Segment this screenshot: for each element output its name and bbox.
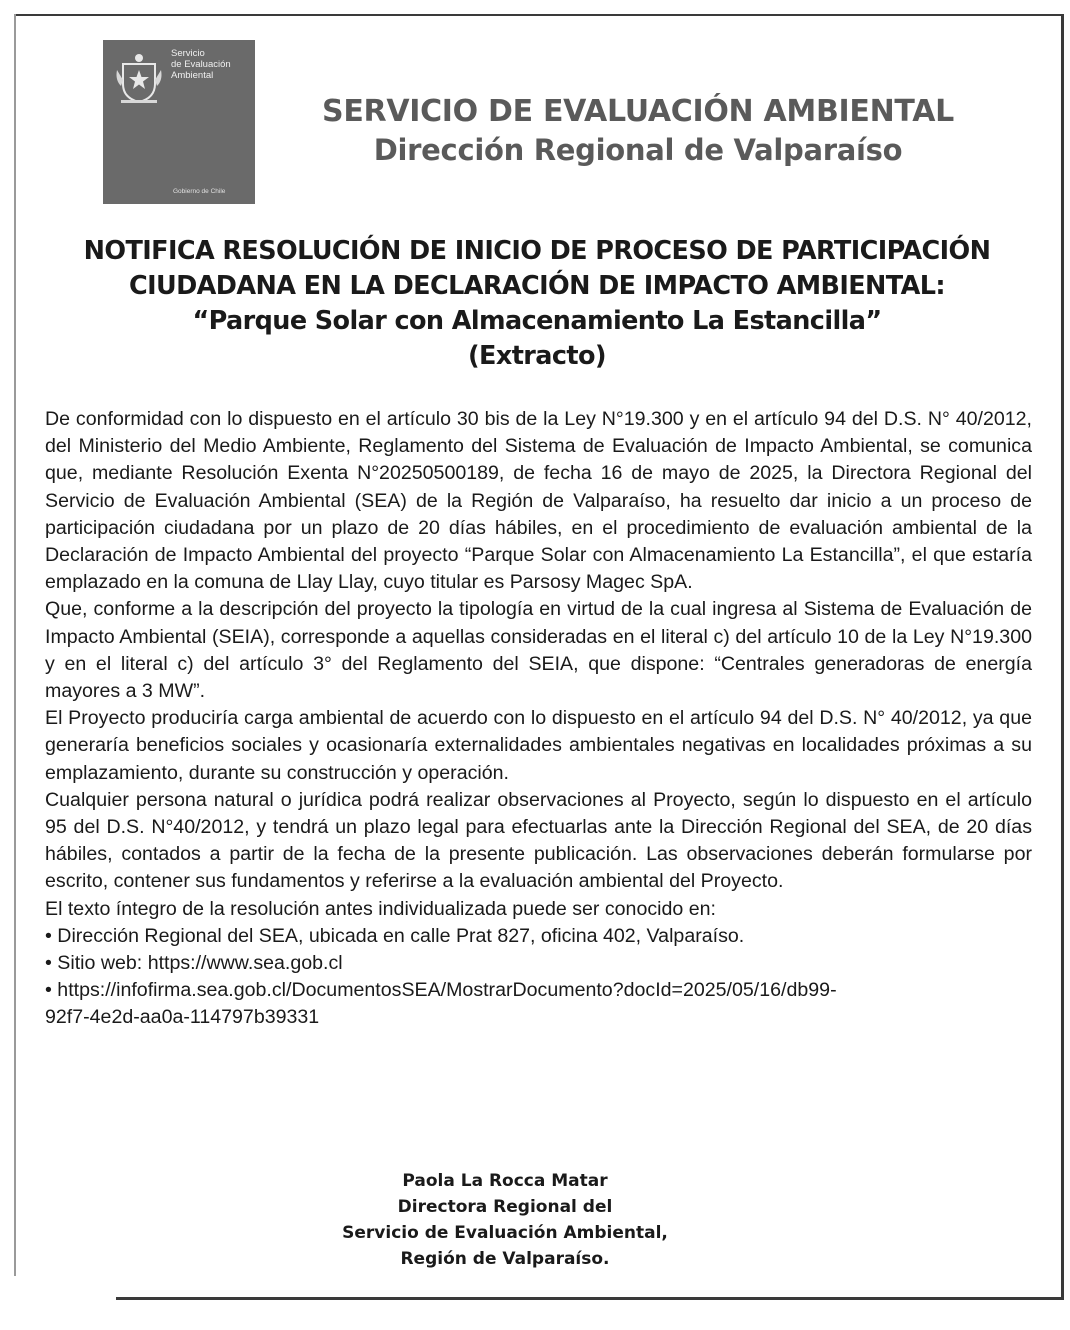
headline-project-name: “Parque Solar con Almacenamiento La Estancilla” — [192, 306, 882, 336]
signatory-organization: Servicio de Evaluación Ambiental, — [342, 1223, 668, 1243]
bullet-document-link-continued[interactable]: 92f7-4e2d-aa0a-114797b39331 — [45, 1006, 320, 1029]
logo-line-1: Servicio — [171, 48, 205, 59]
frame-right-border — [1061, 14, 1064, 1300]
bullet-office-address: • Dirección Regional del SEA, ubicada en calle Prat 827, oficina 402, Valparaíso. — [45, 924, 745, 947]
organization-title: SERVICIO DE EVALUACIÓN AMBIENTAL — [322, 94, 954, 129]
paragraph-typology: Que, conforme a la descripción del proyecto la tipología en virtud de la cual ingresa al Sistema de Evaluación de Impacto Ambiental (SEIA), corresponde a aquellas consideradas en el literal c) del artículo 10 de la Ley N°19.300 y en el literal c) del artículo 3° del Reglamento del SEIA, que dispone: “Centrales generadoras de energía mayores a 3 MW”. — [45, 598, 1032, 703]
organization-subtitle: Dirección Regional de Valparaíso — [373, 133, 903, 167]
headline-line-2: CIUDADANA EN LA DECLARACIÓN DE IMPACTO AMBIENTAL: — [129, 271, 945, 301]
logo-subtitle: Gobierno de Chile — [173, 188, 226, 195]
paragraph-resolution: De conformidad con lo dispuesto en el artículo 30 bis de la Ley N°19.300 y en el artículo 94 del D.S. N° 40/2012, del Ministerio del Medio Ambiente, Reglamento del Sistema de Evaluación de Impacto Ambiental, se comunica que, mediante Resolución Exenta N°20250500189, de fecha 16 de mayo de 2025, la Directora Regional del Servicio de Evaluación Ambiental (SEA) de la Región de Valparaíso, ha resuelto dar inicio a un proceso de participación ciudadana por un plazo de 20 días hábiles, en el procedimiento de evaluación ambiental de la Declaración de Impacto Ambiental del proyecto “Parque Solar con Almacenamiento La Estancilla”, el que estaría emplazado en la comuna de Llay Llay, cuyo titular es Parsosy Magec SpA. — [45, 408, 1032, 594]
paragraph-observations: Cualquier persona natural o jurídica podrá realizar observaciones al Proyecto, según lo dispuesto en el artículo 95 del D.S. N°40/2012, y tendrá un plazo legal para efectuarlas ante la Dirección Regional del SEA, de 20 días hábiles, contados a partir de la fecha de la presente publicación. Las observaciones deberán formularse por escrito, contener sus fundamentos y referirse a la evaluación ambiental del Proyecto. — [45, 788, 1032, 893]
logo-text — [171, 48, 231, 81]
frame-bottom-border — [116, 1297, 1064, 1300]
logo-line-2: de Evaluación — [171, 59, 231, 70]
coat-of-arms-icon — [113, 50, 165, 106]
paragraph-availability: El texto íntegro de la resolución antes individualizada puede ser conocido en: — [45, 897, 716, 920]
headline-line-1: NOTIFICA RESOLUCIÓN DE INICIO DE PROCESO DE PARTICIPACIÓN — [83, 236, 991, 266]
notice-body — [45, 406, 1032, 1032]
frame-top-border — [14, 14, 1064, 16]
signatory-role: Directora Regional del — [397, 1197, 613, 1217]
sea-logo — [103, 40, 255, 204]
signatory-name: Paola La Rocca Matar — [402, 1171, 608, 1191]
frame-left-border — [14, 14, 16, 1276]
headline-extract-label: (Extracto) — [468, 341, 606, 371]
signature-block — [290, 1168, 720, 1272]
logo-line-3: Ambiental — [171, 70, 214, 81]
notice-headline — [28, 234, 1046, 374]
bullet-document-link[interactable]: • https://infofirma.sea.gob.cl/DocumentosSEA/MostrarDocumento?docId=2025/05/16/db99- — [45, 979, 837, 1002]
paragraph-environmental-load: El Proyecto produciría carga ambiental de acuerdo con lo dispuesto en el artículo 94 del D.S. N° 40/2012, ya que generaría beneficios sociales y ocasionaría externalidades ambientales negativas en localidades próximas a su emplazamiento, durante su construcción y operación. — [45, 707, 1032, 784]
bullet-website[interactable]: • Sitio web: https://www.sea.gob.cl — [45, 952, 343, 975]
signatory-region: Región de Valparaíso. — [400, 1249, 610, 1269]
